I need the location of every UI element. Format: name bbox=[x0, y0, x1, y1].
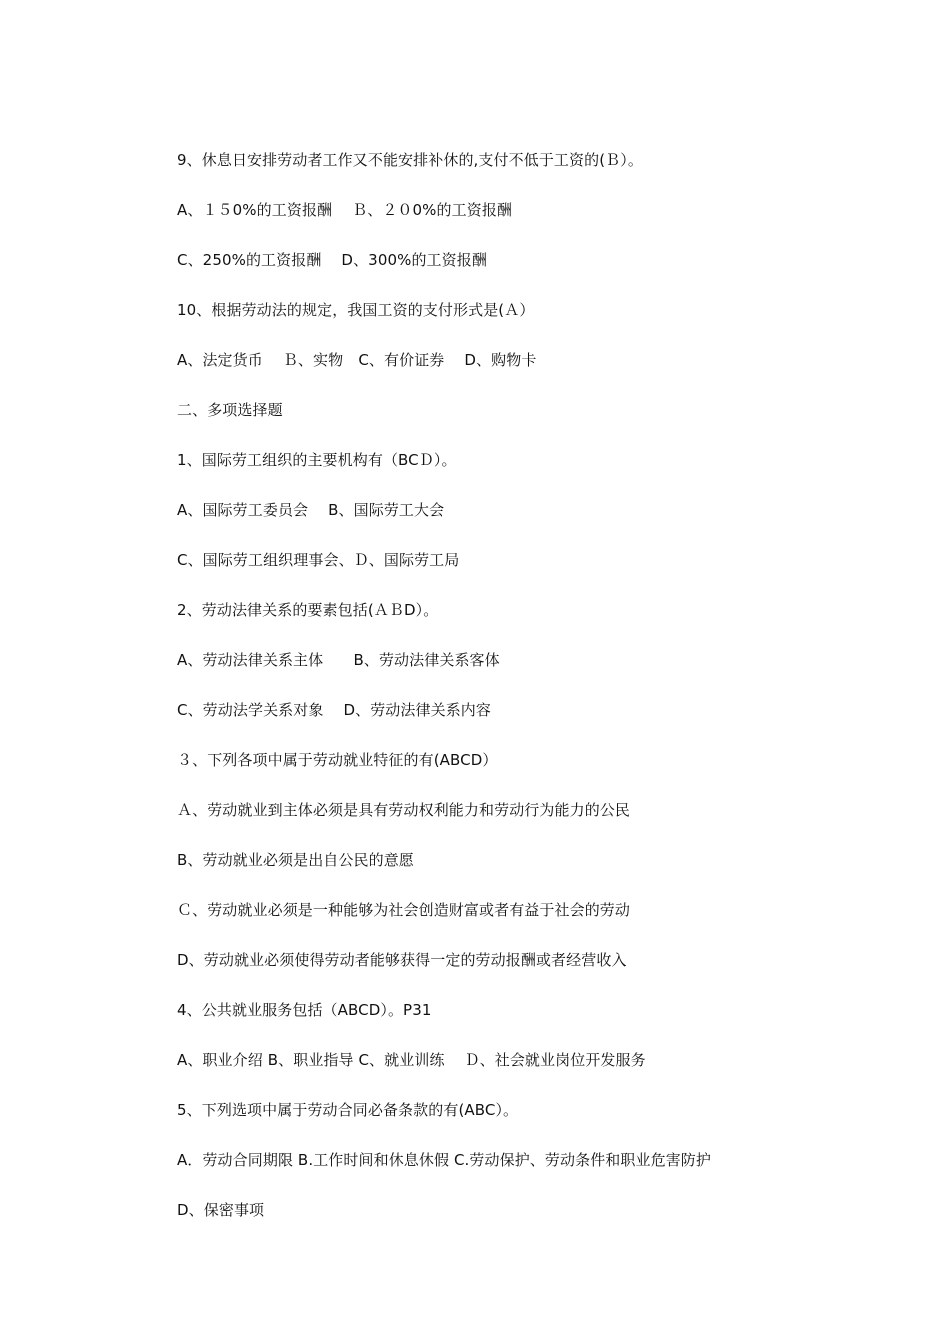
mc-question-1-options-cd: C、国际劳工组织理事会、Ｄ、国际劳工局 bbox=[177, 551, 460, 569]
mc-question-2-options-cd: C、劳动法学关系对象 D、劳动法律关系内容 bbox=[177, 701, 491, 719]
mc-question-4-options: A、职业介绍 B、职业指导 C、就业训练 Ｄ、社会就业岗位开发服务 bbox=[177, 1051, 646, 1069]
mc-question-3-option-d: D、劳动就业必须使得劳动者能够获得一定的劳动报酬或者经营收入 bbox=[177, 951, 627, 969]
mc-question-3-option-c: Ｃ、劳动就业必须是一种能够为社会创造财富或者有益于社会的劳动 bbox=[177, 901, 631, 919]
mc-question-5: 5、下列选项中属于劳动合同必备条款的有(ABC）。 bbox=[177, 1101, 519, 1119]
mc-question-2: 2、劳动法律关系的要素包括(ＡＢD）。 bbox=[177, 601, 439, 619]
mc-question-5-option-d: D、保密事项 bbox=[177, 1201, 265, 1219]
mc-question-1: 1、国际劳工组织的主要机构有（BCＤ）。 bbox=[177, 451, 457, 469]
question-9-options-cd: C、250%的工资报酬 D、300%的工资报酬 bbox=[177, 251, 487, 269]
question-10-options: A、法定货币 Ｂ、实物 C、有价证券 D、购物卡 bbox=[177, 351, 537, 369]
mc-question-1-options-ab: A、国际劳工委员会 B、国际劳工大会 bbox=[177, 501, 445, 519]
question-9: 9、休息日安排劳动者工作又不能安排补休的,支付不低于工资的(Ｂ）。 bbox=[177, 151, 643, 169]
mc-question-4: 4、公共就业服务包括（ABCD）。P31 bbox=[177, 1001, 432, 1019]
question-9-options-ab: A、１５0%的工资报酬 Ｂ、２０0%的工资报酬 bbox=[177, 201, 513, 219]
question-10: 10、根据劳动法的规定，我国工资的支付形式是(Ａ） bbox=[177, 301, 535, 319]
mc-question-3-option-b: B、劳动就业必须是出自公民的意愿 bbox=[177, 851, 414, 869]
document-body bbox=[177, 148, 877, 1248]
mc-question-5-options-abc: A．劳动合同期限 B.工作时间和休息休假 C.劳动保护、劳动条件和职业危害防护 bbox=[177, 1151, 712, 1169]
mc-question-3-option-a: Ａ、劳动就业到主体必须是具有劳动权利能力和劳动行为能力的公民 bbox=[177, 801, 631, 819]
mc-question-3: ３、下列各项中属于劳动就业特征的有(ABCD） bbox=[177, 751, 498, 769]
section-heading-multiple-choice: 二、多项选择题 bbox=[177, 401, 283, 419]
mc-question-2-options-ab: A、劳动法律关系主体 B、劳动法律关系客体 bbox=[177, 651, 500, 669]
